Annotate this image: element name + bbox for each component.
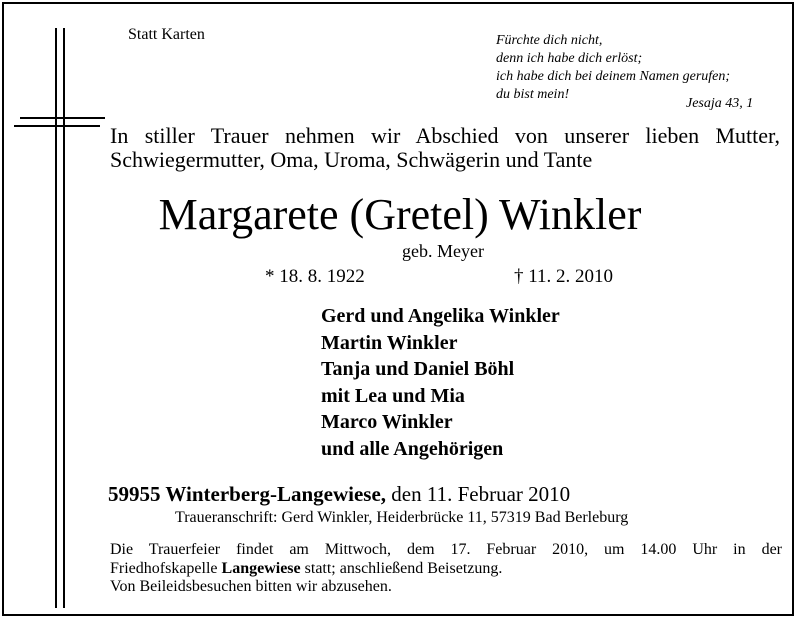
- family-member: Tanja und Daniel Böhl: [321, 358, 515, 380]
- deceased-name: Margarete (Gretel) Winkler: [158, 190, 642, 239]
- funeral-line-text: Friedhofskapelle: [110, 559, 222, 577]
- place-location: 59955 Winterberg-Langewiese,: [108, 482, 387, 506]
- place-date: den 11. Februar 2010: [391, 482, 571, 506]
- funeral-info: [110, 541, 782, 597]
- funeral-line: [110, 560, 782, 579]
- verse-line: du bist mein!: [496, 87, 570, 102]
- family-member: Martin Winkler: [321, 331, 458, 354]
- verse-line: Fürchte dich nicht,: [496, 33, 603, 48]
- death-date: † 11. 2. 2010: [514, 266, 614, 287]
- funeral-location: Langewiese: [221, 559, 301, 577]
- place-date-line: [108, 482, 570, 507]
- funeral-line: Von Beileidsbesuchen bitten wir abzusehen.: [110, 578, 392, 595]
- family-list: [321, 303, 560, 462]
- birth-date: * 18. 8. 1922: [265, 266, 365, 287]
- mourning-address: Traueranschrift: Gerd Winkler, Heiderbrücke 11, 57319 Bad Berleburg: [175, 509, 629, 526]
- verse-line: denn ich habe dich erlöst;: [496, 51, 643, 66]
- family-member: Gerd und Angelika Winkler: [321, 305, 560, 327]
- verse-reference: Jesaja 43, 1: [686, 96, 754, 111]
- intro-text: In stiller Trauer nehmen wir Abschied von unserer lieben Mutter, Schwiegermutter, Oma, Uroma, Schwägerin und Tante: [110, 123, 780, 172]
- family-member: Marco Winkler: [321, 411, 453, 433]
- family-member: mit Lea und Mia: [321, 384, 465, 407]
- family-member: und alle Angehörigen: [321, 437, 504, 460]
- statt-karten-label: Statt Karten: [128, 26, 205, 43]
- funeral-line: Die Trauerfeier findet am Mittwoch, dem 17. Februar 2010, um 14.00 Uhr in der: [110, 541, 782, 558]
- funeral-line-text: statt; anschließend Beisetzung.: [300, 559, 503, 577]
- bible-verse: [496, 32, 730, 104]
- maiden-name: geb. Meyer: [402, 241, 484, 261]
- verse-line: ich habe dich bei deinem Namen gerufen;: [496, 69, 731, 84]
